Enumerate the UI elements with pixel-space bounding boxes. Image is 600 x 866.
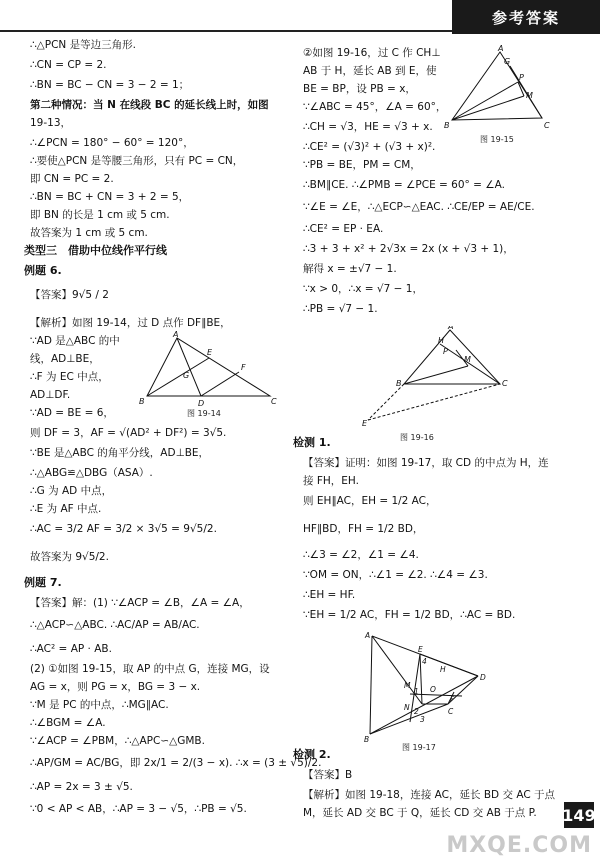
section-heading: 类型三 借助中位线作平行线	[24, 244, 167, 257]
text-line: ②如图 19-16，过 C 作 CH⊥	[303, 47, 441, 59]
point-label: H	[438, 336, 445, 345]
text-line: 故答案为 9√5/2.	[30, 551, 109, 563]
point-label: A	[498, 44, 504, 53]
point-label: 2	[414, 707, 419, 716]
figure-19-16	[360, 326, 520, 444]
text-line: ∵AD = BE = 6，	[30, 407, 114, 419]
text-line: ∴△ACP∽△ABC. ∴AC/AP = AB/AC.	[30, 619, 200, 631]
text-line: 【解析】如图 19-14，过 D 点作 DF∥BE，	[30, 317, 231, 329]
figure-19-17	[362, 630, 512, 752]
point-label: E	[207, 348, 213, 357]
text-line: 则 EH∥AC，EH = 1/2 AC，	[303, 495, 437, 507]
point-label: G	[183, 371, 190, 380]
text-line: 故答案为 1 cm 或 5 cm.	[30, 227, 148, 239]
test-heading: 检测 1.	[293, 436, 331, 449]
point-label: M	[464, 355, 471, 364]
point-label: P	[443, 347, 448, 356]
point-label: F	[241, 363, 246, 372]
text-line: ∴∠3 = ∠2，∠1 = ∠4.	[303, 549, 419, 561]
text-line: 即 CN = PC = 2.	[30, 173, 114, 185]
text-line: 【解析】如图 19-18，连接 AC，延长 BD 交 AC 于点	[303, 789, 555, 801]
point-label: B	[139, 397, 145, 406]
figure-19-14	[135, 330, 285, 420]
test-heading: 检测 2.	[293, 748, 331, 761]
text-line: ∵∠ABC = 45°，∠A = 60°，	[303, 101, 447, 113]
point-label: P	[519, 73, 524, 82]
text-line: 【答案】证明：如图 19-17，取 CD 的中点为 H，连	[303, 457, 549, 469]
point-label: O	[430, 685, 436, 694]
point-label: C	[544, 121, 550, 130]
text-line: ∴CE² = EP · EA.	[303, 223, 384, 235]
text-line: 第二种情况：当 N 在线段 BC 的延长线上时，如图	[30, 99, 269, 111]
text-line: ∴AP/GM = AC/BG，即 2x/1 = 2/(3 − x). ∴x = (3 ± √5)/2.	[30, 757, 322, 769]
point-label: E	[362, 419, 368, 428]
point-label: B	[444, 121, 450, 130]
example-heading: 例题 6.	[24, 264, 62, 277]
point-label: C	[448, 707, 454, 716]
text-line: ∴PB = √7 − 1.	[303, 303, 378, 315]
text-line: AG = x，则 PG = x，BG = 3 − x.	[30, 681, 201, 693]
text-line: ∴BM∥CE. ∴∠PMB = ∠PCE = 60° = ∠A.	[303, 179, 506, 191]
text-line: 【答案】解：(1) ∵∠ACP = ∠B，∠A = ∠A，	[30, 597, 250, 609]
text-line: ∴∠PCN = 180° − 60° = 120°，	[30, 137, 194, 149]
point-label: F	[450, 695, 455, 704]
text-line: ∴AC² = AP · AB.	[30, 643, 112, 655]
text-line: ∴BN = BC − CN = 3 − 2 = 1；	[30, 79, 190, 91]
point-label: C	[271, 397, 277, 406]
point-label: A	[365, 631, 371, 640]
text-line: ∴3 + 3 + x² + 2√3x = 2x (x + √3 + 1)，	[303, 243, 514, 255]
point-label: N	[404, 703, 410, 712]
text-line: ∴CN = CP = 2.	[30, 59, 107, 71]
point-label: D	[480, 673, 486, 682]
text-line: ∴AC = 3/2 AF = 3/2 × 3√5 = 9√5/2.	[30, 523, 217, 535]
text-line: HF∥BD，FH = 1/2 BD，	[303, 523, 424, 535]
text-line: ∴AP = 2x = 3 ± √5.	[30, 781, 133, 793]
text-line: ∴△ABG≌△DBG（ASA）.	[30, 467, 153, 479]
point-label: D	[198, 399, 205, 408]
point-label: B	[364, 735, 370, 744]
figure-caption: 图 19-16	[400, 433, 434, 442]
text-line: M，延长 AD 交 BC 于 Q，延长 CD 交 AB 于点 P.	[303, 807, 537, 819]
text-line: AD⊥DF.	[30, 389, 71, 401]
answer-line: 【答案】9√5 / 2	[30, 289, 109, 301]
text-line: ∵∠ACP = ∠PBM，∴△APC∽△GMB.	[30, 735, 205, 747]
watermark: MXQE.COM	[446, 833, 592, 858]
figure-caption: 图 19-17	[402, 743, 436, 752]
text-line: 接 FH，EH.	[303, 475, 359, 487]
point-label: M	[404, 681, 411, 690]
answer-line: 【答案】B	[303, 769, 353, 781]
text-line: ∴EH = HF.	[303, 589, 356, 601]
text-line: ∴F 为 EC 中点，	[30, 371, 109, 383]
page-number: 149	[564, 802, 594, 828]
point-label: H	[440, 665, 446, 674]
text-line: 则 DF = 3，AF = √(AD² + DF²) = 3√5.	[30, 427, 227, 439]
text-line: ∴△PCN 是等边三角形.	[30, 39, 136, 51]
text-line: ∵EH = 1/2 AC，FH = 1/2 BD，∴AC = BD.	[303, 609, 516, 621]
point-label: 1	[414, 687, 419, 696]
text-line: ∵OM = ON，∴∠1 = ∠2. ∴∠4 = ∠3.	[303, 569, 488, 581]
text-line: ∴BN = BC + CN = 3 + 2 = 5，	[30, 191, 190, 203]
text-line: ∴要使△PCN 是等腰三角形，只有 PC = CN，	[30, 155, 244, 167]
text-line: ∵BE 是△ABC 的角平分线，AD⊥BE，	[30, 447, 210, 459]
text-line: BE = BP，设 PB = x，	[303, 83, 416, 95]
text-line: ∵PB = BE，PM = CM，	[303, 159, 421, 171]
text-line: (2) ①如图 19-15，取 AP 的中点 G，连接 MG，设	[30, 663, 270, 675]
header-title: 参考答案	[452, 0, 600, 34]
point-label: M	[526, 91, 533, 100]
text-line: ∴E 为 AF 中点.	[30, 503, 102, 515]
text-line: ∵M 是 PC 的中点，∴MG∥AC.	[30, 699, 169, 711]
text-line: 即 BN 的长是 1 cm 或 5 cm.	[30, 209, 170, 221]
example-heading: 例题 7.	[24, 576, 62, 589]
point-label: A	[173, 330, 179, 339]
point-label: A	[448, 326, 454, 331]
text-line: AB 于 H，延长 AB 到 E，使	[303, 65, 437, 77]
text-line: ∵x > 0，∴x = √7 − 1，	[303, 283, 423, 295]
figure-caption: 图 19-14	[187, 409, 221, 418]
point-label: 4	[422, 657, 427, 666]
point-label: G	[504, 57, 511, 66]
text-line: ∵0 < AP < AB，∴AP = 3 − √5，∴PB = √5.	[30, 803, 247, 815]
point-label: C	[502, 379, 508, 388]
text-line: ∴CH = √3，HE = √3 + x.	[303, 121, 433, 133]
figure-19-15	[440, 44, 560, 149]
figure-caption: 图 19-15	[480, 135, 514, 144]
text-line: 解得 x = ±√7 − 1.	[303, 263, 397, 275]
point-label: B	[396, 379, 402, 388]
text-line: 线，AD⊥BE，	[30, 353, 100, 365]
text-line: ∵AD 是△ABC 的中	[30, 335, 120, 347]
text-line: ∴G 为 AD 中点，	[30, 485, 113, 497]
point-label: E	[418, 645, 423, 654]
text-line: 19-13，	[30, 117, 72, 129]
point-label: 3	[420, 715, 425, 724]
header-rule	[0, 30, 452, 32]
text-line: ∴∠BGM = ∠A.	[30, 717, 106, 729]
text-line: ∴CE² = (√3)² + (√3 + x)².	[303, 141, 436, 153]
text-line: ∵∠E = ∠E，∴△ECP∽△EAC. ∴CE/EP = AE/CE.	[303, 201, 535, 213]
